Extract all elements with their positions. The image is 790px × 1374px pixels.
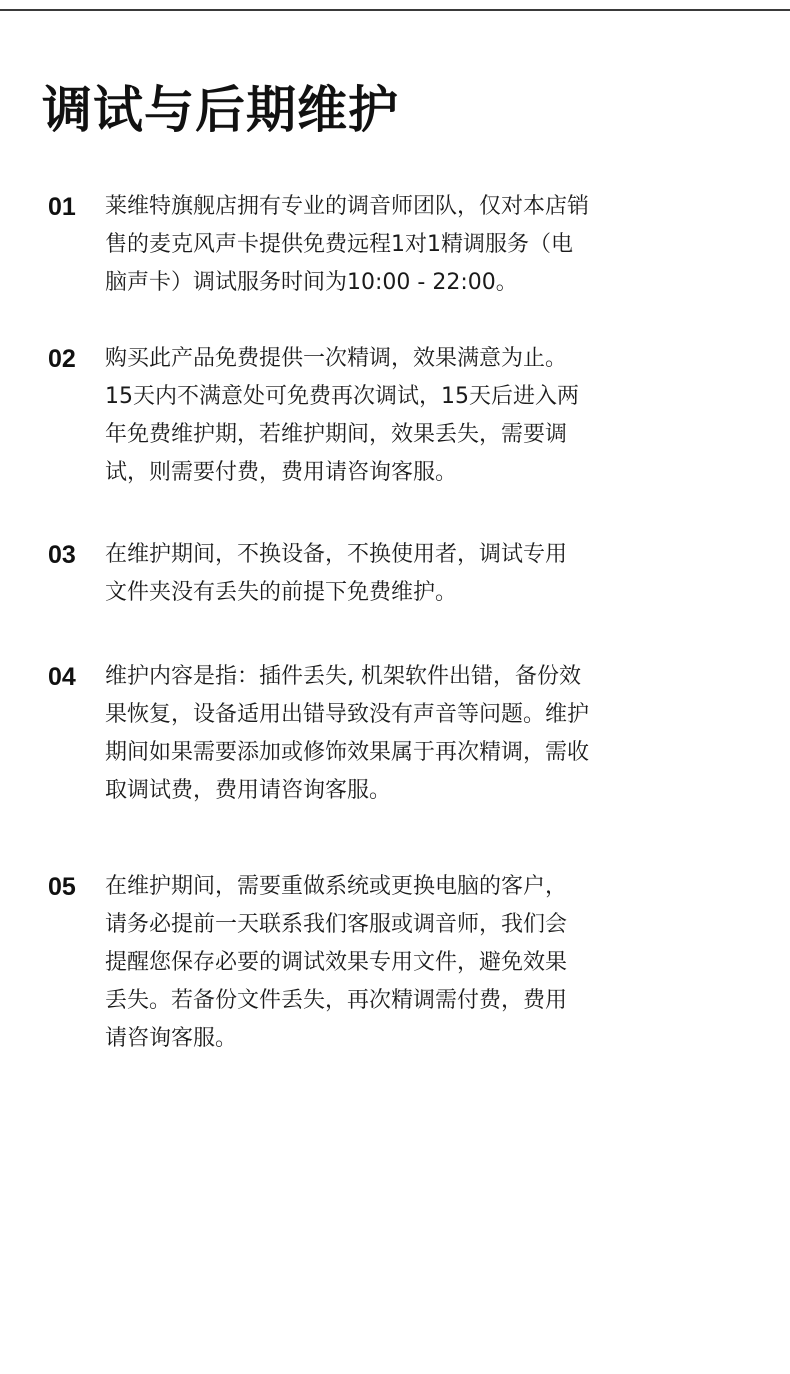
item-text-line: 在维护期间，需要重做系统或更换电脑的客户， [105, 874, 568, 899]
item-text-line: 请咨询客服。 [105, 1026, 238, 1051]
item-text-line: 莱维特旗舰店拥有专业的调音师团队，仅对本店销 [105, 194, 590, 219]
item-text [105, 188, 705, 302]
item-number: 02 [48, 345, 76, 373]
item-number: 04 [48, 663, 76, 691]
item-text-line: 文件夹没有丢失的前提下免费维护。 [105, 580, 458, 605]
item-text-line: 年免费维护期，若维护期间，效果丢失，需要调 [105, 422, 568, 447]
top-divider [0, 9, 790, 11]
item-text-line: 果恢复，设备适用出错导致没有声音等问题。维护 [105, 702, 590, 727]
item-number: 03 [48, 541, 76, 569]
item-text-line: 维护内容是指：插件丢失, 机架软件出错，备份效 [105, 664, 581, 689]
item-text-line: 丢失。若备份文件丢失，再次精调需付费，费用 [105, 988, 568, 1013]
page-title: 调试与后期维护 [42, 81, 399, 139]
item-text-line: 售的麦克风声卡提供免费远程1对1精调服务（电 [105, 232, 573, 257]
item-text-line: 购买此产品免费提供一次精调，效果满意为止。 [105, 346, 568, 371]
item-text [105, 340, 705, 492]
item-text-line: 取调试费，费用请咨询客服。 [105, 778, 392, 803]
item-text [105, 536, 705, 612]
item-text-line: 期间如果需要添加或修饰效果属于再次精调，需收 [105, 740, 590, 765]
item-text-line: 脑声卡）调试服务时间为10:00 - 22:00。 [105, 270, 518, 295]
item-text-line: 试，则需要付费，费用请咨询客服。 [105, 460, 458, 485]
item-number: 05 [48, 873, 76, 901]
item-text-line: 15天内不满意处可免费再次调试，15天后进入两 [105, 384, 579, 409]
item-text-line: 请务必提前一天联系我们客服或调音师，我们会 [105, 912, 568, 937]
item-text [105, 658, 705, 810]
item-number: 01 [48, 193, 76, 221]
item-text-line: 提醒您保存必要的调试效果专用文件，避免效果 [105, 950, 568, 975]
item-text-line: 在维护期间，不换设备，不换使用者，调试专用 [105, 542, 568, 567]
item-text [105, 868, 705, 1058]
